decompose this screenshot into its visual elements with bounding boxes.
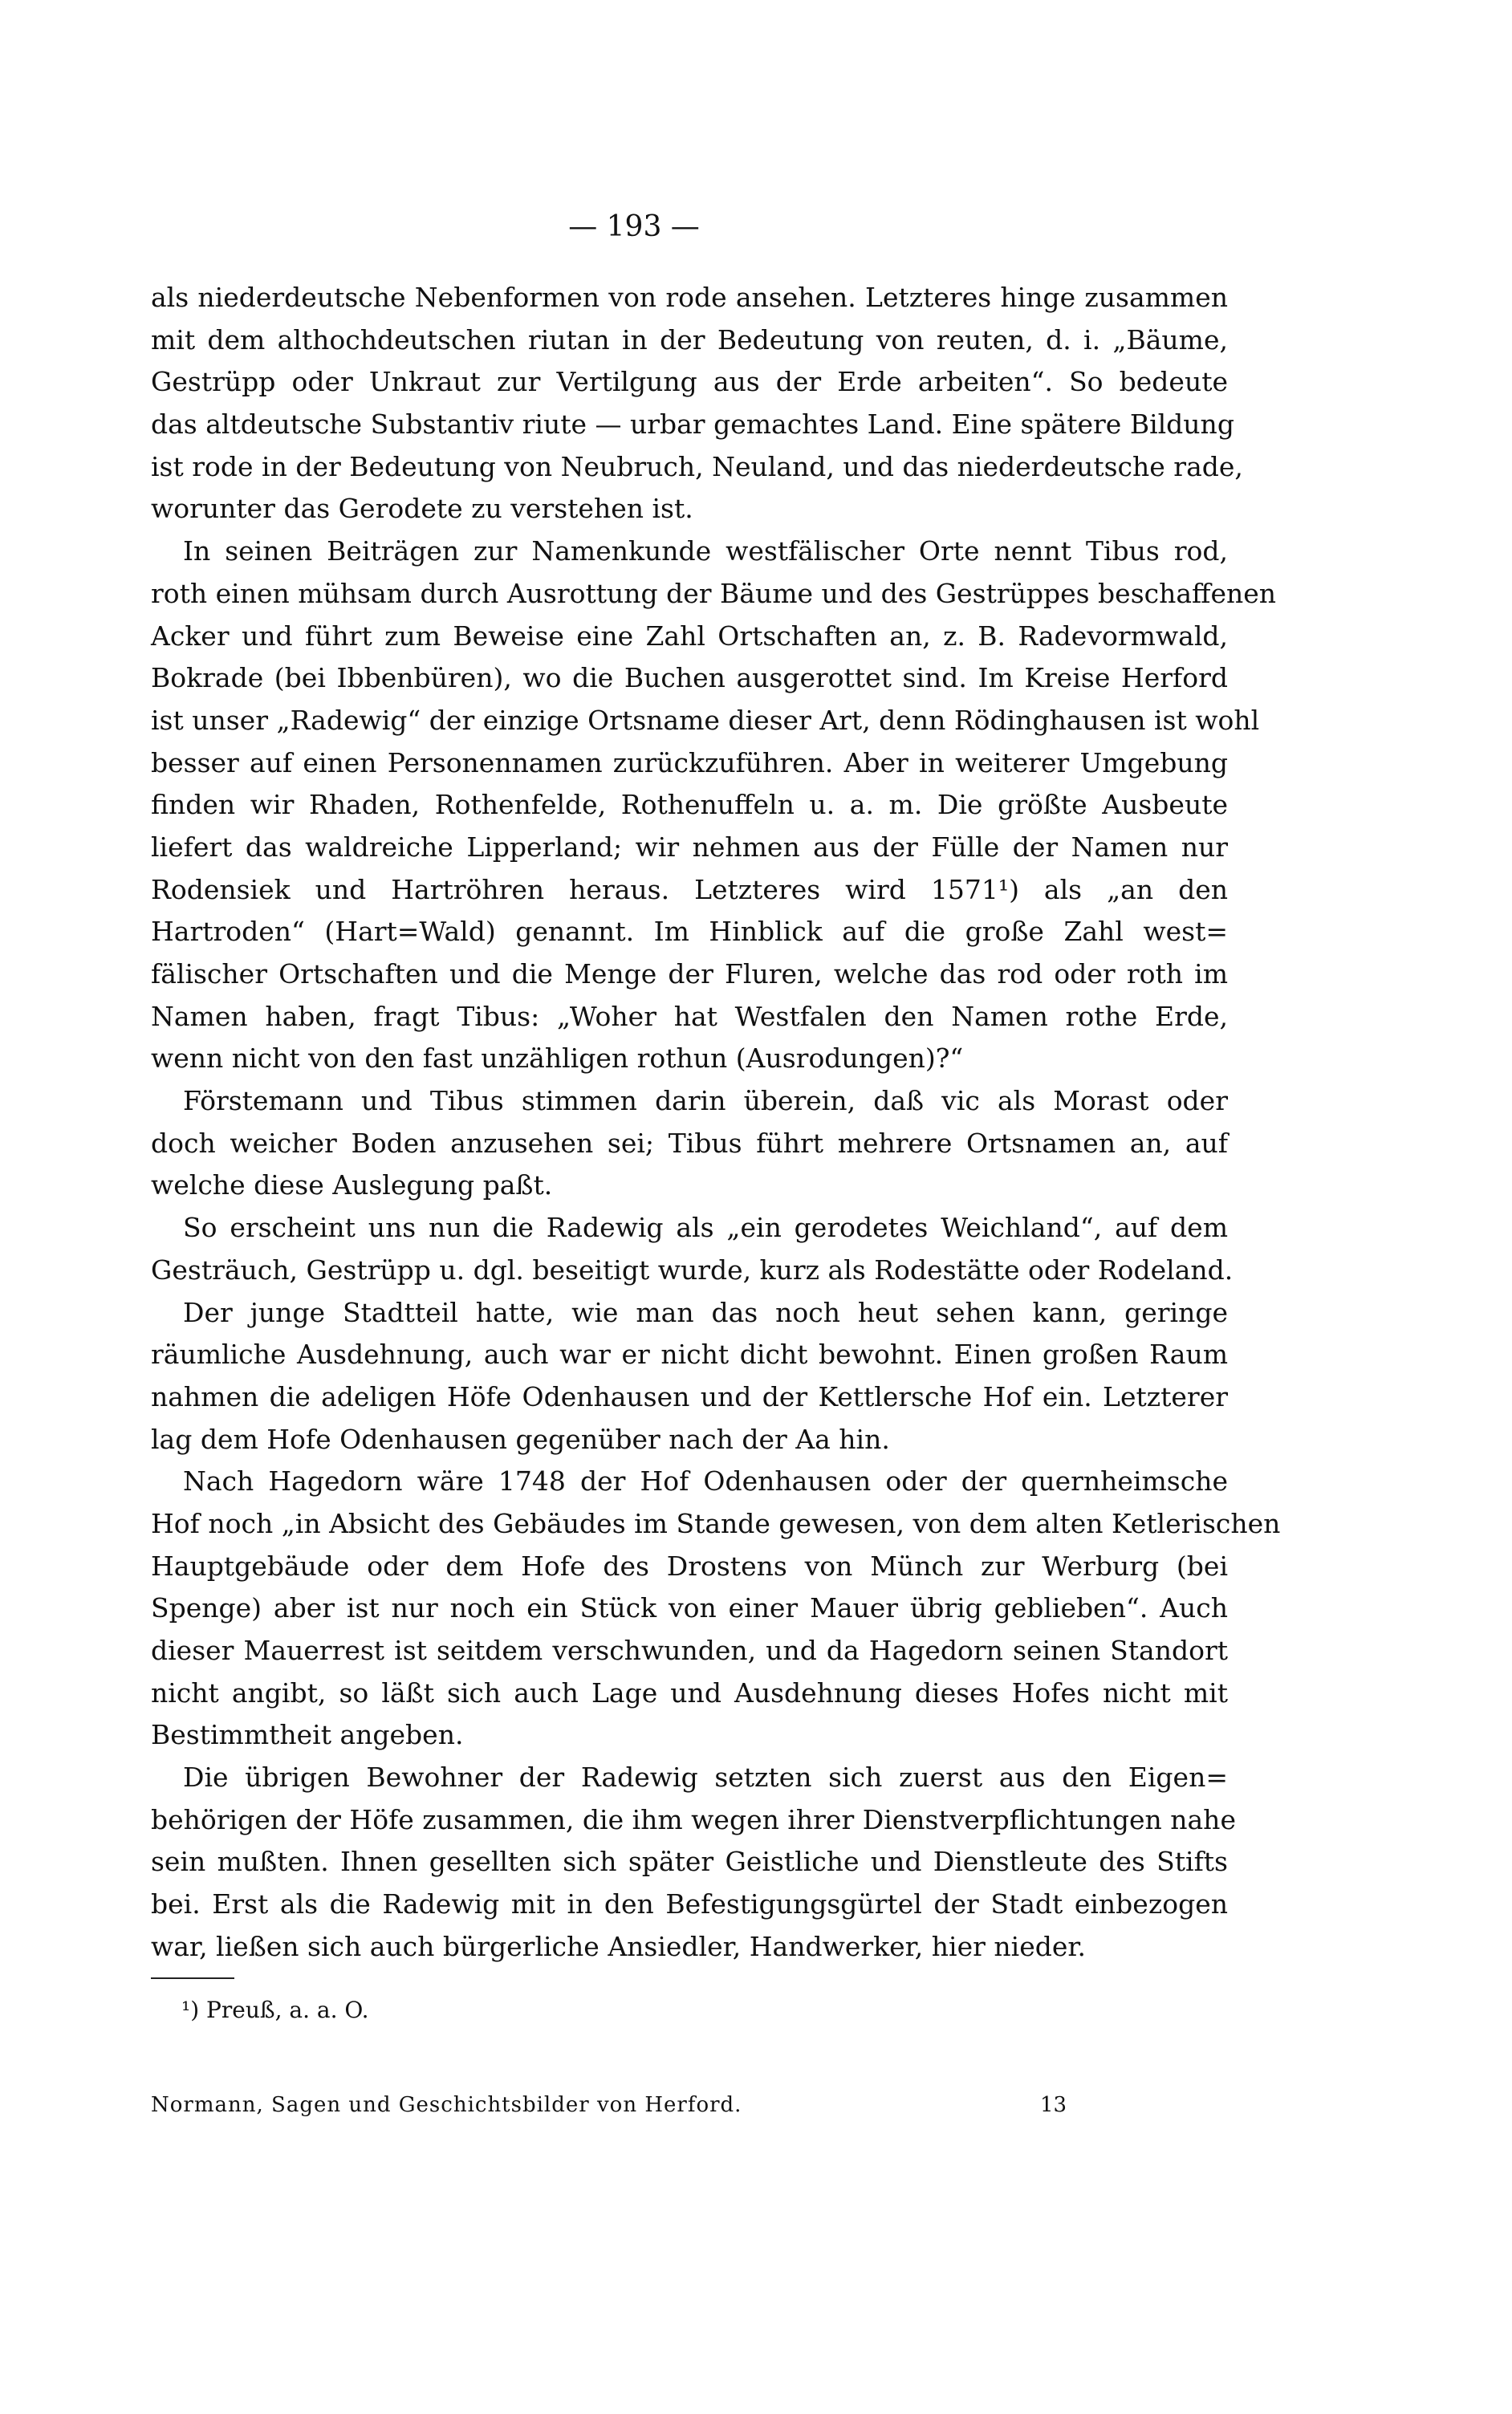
- text-line: Rodensiek und Hartröhren heraus. Letzteres wird 1571¹) als „an den: [151, 873, 1228, 905]
- text-line: Hof noch „in Absicht des Gebäudes im Stande gewesen, von dem alten Ketlerischen: [151, 1507, 1281, 1539]
- text-line: nicht angibt, so läßt sich auch Lage und Ausdehnung dieses Hofes nicht mit: [151, 1676, 1228, 1709]
- text-line: Bestimmtheit angeben.: [151, 1719, 464, 1751]
- text-line: Acker und führt zum Beweise eine Zahl Ortschaften an, z. B. Radevormwald,: [151, 620, 1228, 652]
- text-line: Hauptgebäude oder dem Hofe des Drostens von Münch zur Werburg (bei: [151, 1550, 1228, 1582]
- text-line: welche diese Auslegung paßt.: [151, 1169, 553, 1201]
- footnote: ¹) Preuß, a. a. O.: [181, 1997, 369, 2023]
- text-line: ist rode in der Bedeutung von Neubruch, Neuland, und das niederdeutsche rade,: [151, 450, 1243, 482]
- text-line: doch weicher Boden anzusehen sei; Tibus führt mehrere Ortsnamen an, auf: [151, 1127, 1228, 1159]
- text-line: als niederdeutsche Nebenformen von rode ansehen. Letzteres hinge zusammen: [151, 282, 1228, 313]
- body-text: [151, 277, 1281, 1969]
- text-line: roth einen mühsam durch Ausrottung der Bäume und des Gestrüppes beschaffenen: [151, 577, 1277, 609]
- text-line: wenn nicht von den fast unzähligen rothun (Ausrodungen)?“: [151, 1042, 964, 1075]
- text-line: dieser Mauerrest ist seitdem verschwunden, und da Hagedorn seinen Standort: [151, 1635, 1228, 1666]
- text-line: lag dem Hofe Odenhausen gegenüber nach der Aa hin.: [151, 1423, 890, 1455]
- text-line: räumliche Ausdehnung, auch war er nicht dicht bewohnt. Einen großen Raum: [151, 1339, 1228, 1371]
- text-line: liefert das waldreiche Lipperland; wir nehmen aus der Fülle der Namen nur: [151, 831, 1228, 863]
- text-line: Bokrade (bei Ibbenbüren), wo die Buchen ausgerottet sind. Im Kreise Herford: [151, 662, 1228, 694]
- text-line: bei. Erst als die Radewig mit in den Befestigungsgürtel der Stadt einbezogen: [151, 1888, 1228, 1920]
- text-line: Hartroden“ (Hart=Wald) genannt. Im Hinblick auf die große Zahl west=: [151, 916, 1228, 948]
- text-line: war, ließen sich auch bürgerliche Ansiedler, Handwerker, hier nieder.: [151, 1930, 1087, 1962]
- text-line: Spenge) aber ist nur noch ein Stück von einer Mauer übrig geblieben“. Auch: [151, 1592, 1228, 1624]
- text-line: Gesträuch, Gestrüpp u. dgl. beseitigt wurde, kurz als Rodestätte oder Rodeland.: [151, 1254, 1234, 1286]
- text-line: nahmen die adeligen Höfe Odenhausen und der Kettlersche Hof ein. Letzterer: [151, 1380, 1228, 1412]
- footnote-divider: [151, 1977, 234, 1979]
- text-line: ist unser „Radewig“ der einzige Ortsname dieser Art, denn Rödinghausen ist wohl: [151, 704, 1260, 736]
- text-line: Der junge Stadtteil hatte, wie man das noch heut sehen kann, geringe: [183, 1296, 1228, 1328]
- text-line: Gestrüpp oder Unkraut zur Vertilgung aus der Erde arbeiten“. So bedeute: [151, 366, 1228, 398]
- text-line: mit dem althochdeutschen riutan in der Bedeutung von reuten, d. i. „Bäume,: [151, 323, 1228, 356]
- text-line: finden wir Rhaden, Rothenfelde, Rothenuffeln u. a. m. Die größte Ausbeute: [151, 789, 1228, 821]
- footer-title: Normann, Sagen und Geschichtsbilder von Herford.: [151, 2093, 742, 2117]
- text-line: In seinen Beiträgen zur Namenkunde westfälischer Orte nennt Tibus rod,: [183, 535, 1228, 567]
- text-line: Nach Hagedorn wäre 1748 der Hof Odenhausen oder der quernheimsche: [183, 1465, 1228, 1498]
- text-line: das altdeutsche Substantiv riute — urbar gemachtes Land. Eine spätere Bildung: [151, 408, 1234, 441]
- text-line: sein mußten. Ihnen gesellten sich später Geistliche und Dienstleute des Stifts: [151, 1846, 1228, 1878]
- text-line: fälischer Ortschaften und die Menge der Fluren, welche das rod oder roth im: [151, 958, 1228, 990]
- page-number: — 193 —: [568, 210, 700, 243]
- signature-mark: 13: [1040, 2093, 1067, 2117]
- text-line: worunter das Gerodete zu verstehen ist.: [151, 493, 693, 525]
- text-line: behörigen der Höfe zusammen, die ihm wegen ihrer Dienstverpflichtungen nahe: [151, 1803, 1236, 1835]
- text-line: besser auf einen Personennamen zurückzuführen. Aber in weiterer Umgebung: [151, 746, 1228, 778]
- text-line: Förstemann und Tibus stimmen darin überein, daß vic als Morast oder: [183, 1085, 1228, 1117]
- text-line: Die übrigen Bewohner der Radewig setzten sich zuerst aus den Eigen=: [183, 1762, 1228, 1794]
- text-line: Namen haben, fragt Tibus: „Woher hat Westfalen den Namen rothe Erde,: [151, 1000, 1228, 1032]
- text-line: So erscheint uns nun die Radewig als „ein gerodetes Weichland“, auf dem: [183, 1212, 1228, 1244]
